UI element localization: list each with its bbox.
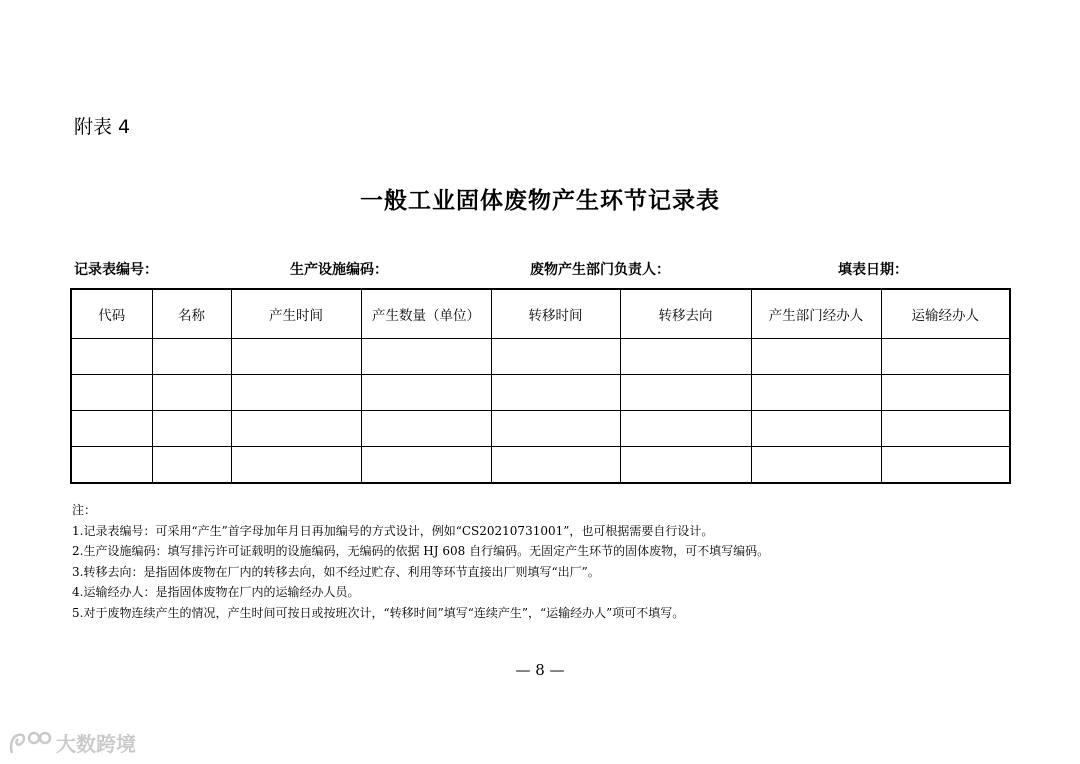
table-cell[interactable] [491,339,620,375]
table-cell[interactable] [361,411,491,447]
table-cell[interactable] [152,339,231,375]
watermark-logo-icon [8,729,52,757]
table-cell[interactable] [152,447,231,484]
table-row [71,375,1010,411]
header-generation-time: 产生时间 [231,289,361,339]
table-cell[interactable] [881,411,1010,447]
table-cell[interactable] [361,339,491,375]
table-cell[interactable] [71,339,152,375]
record-number-label: 记录表编号： [74,262,158,278]
table-cell[interactable] [620,339,751,375]
table-cell[interactable] [231,447,361,484]
header-transfer-destination: 转移去向 [620,289,751,339]
header-quantity: 产生数量（单位） [361,289,491,339]
table-cell[interactable] [620,375,751,411]
note-item: 5.对于废物连续产生的情况，产生时间可按日或按班次计，“转移时间”填写“连续产生”，“运输经办人”项可不填写。 [72,605,685,620]
note-item: 1.记录表编号：可采用“产生”首字母加年月日再加编号的方式设计，例如“CS20210731001”，也可根据需要自行设计。 [72,523,714,538]
header-transfer-time: 转移时间 [491,289,620,339]
annex-label: 附表 4 [74,116,131,138]
watermark [8,728,136,757]
table-cell[interactable] [491,447,620,484]
table-cell[interactable] [751,339,881,375]
table-cell[interactable] [361,375,491,411]
notes-heading: 注： [72,503,97,517]
facility-code-label: 生产设施编码： [290,262,388,278]
page-number: — 8 — [515,661,565,679]
table-cell[interactable] [71,447,152,484]
table-header-row [71,289,1010,339]
table-row [71,447,1010,484]
table-cell[interactable] [231,375,361,411]
table-cell[interactable] [620,447,751,484]
header-dept-handler: 产生部门经办人 [751,289,881,339]
table-cell[interactable] [71,411,152,447]
table-cell[interactable] [231,411,361,447]
note-item: 2.生产设施编码：填写排污许可证载明的设施编码，无编码的依据 HJ 608 自行编码。无固定产生环节的固体废物，可不填写编码。 [72,544,770,559]
table-cell[interactable] [881,375,1010,411]
table-cell[interactable] [620,411,751,447]
table-cell[interactable] [491,411,620,447]
notes-section [72,500,1032,624]
table-cell[interactable] [751,375,881,411]
note-item: 4.运输经办人：是指固体废物在厂内的运输经办人员。 [72,585,360,600]
page-title: 一般工业固体废物产生环节记录表 [360,188,720,214]
record-table [70,288,1011,484]
table-cell[interactable] [881,339,1010,375]
table-cell[interactable] [751,447,881,484]
watermark-text: 大数跨境 [56,732,136,756]
header-code: 代码 [71,289,152,339]
table-cell[interactable] [152,375,231,411]
note-item: 3.转移去向：是指固体废物在厂内的转移去向，如不经过贮存、利用等环节直接出厂则填写“出厂”。 [72,564,600,579]
table-cell[interactable] [71,375,152,411]
table-cell[interactable] [751,411,881,447]
table-cell[interactable] [152,411,231,447]
table-cell[interactable] [231,339,361,375]
header-transport-handler: 运输经办人 [881,289,1010,339]
table-cell[interactable] [491,375,620,411]
table-row [71,411,1010,447]
table-cell[interactable] [881,447,1010,484]
table-row [71,339,1010,375]
fill-date-label: 填表日期： [838,262,908,278]
header-name: 名称 [152,289,231,339]
dept-head-label: 废物产生部门负责人： [530,262,670,278]
table-cell[interactable] [361,447,491,484]
